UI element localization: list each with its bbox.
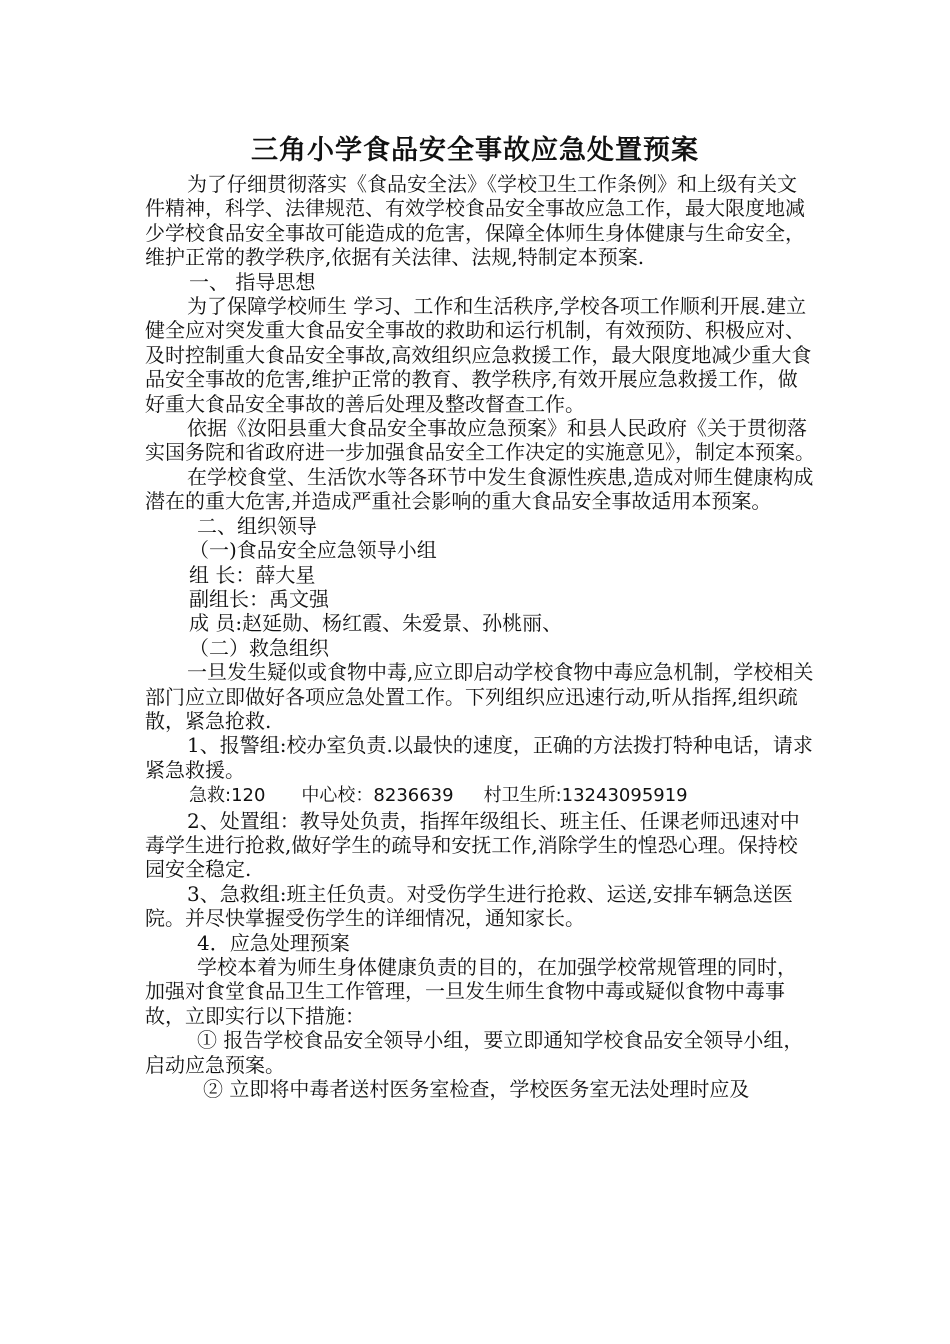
members-line: 成 员:赵延勋、杨红霞、朱爱景、孙桃丽、 [189,611,563,636]
section1-paragraph-3: 在学校食堂、生活饮水等各环节中发生食源性疾患,造成对师生健康构成潜在的重大危害,并造成严重社会影响的重大食品安全事故适用本预案。 [145,464,814,514]
measure-2: ② 立即将中毒者送村医务室检查，学校医务室无法处理时应及 [203,1077,750,1102]
leader-line: 组 长：薛大星 [189,562,316,587]
item4-paragraph: 学校本着为师生身体健康负责的目的，在加强学校常规管理的同时，加强对食堂食品卫生工作管理，一旦发生师生食物中毒或疑似食物中毒事故，立即实行以下措施： [145,955,797,1028]
section1-paragraph-2: 依据《汝阳县重大食品安全事故应急预案》和县人民政府《关于贯彻落实国务院和省政府进一步加强食品安全工作决定的实施意见》，制定本预案。 [145,416,815,465]
handling-group-item: 2、处置组：教导处负责，指挥年级组长、班主任、任课老师迅速对中毒学生进行抢救,做好学生的疏导和安抚工作,消除学生的惶恐心理。保持校园安全稳定. [145,808,800,882]
subsection2-paragraph: 一旦发生疑似或食物中毒,应立即启动学校食物中毒应急机制，学校相关部门应立即做好各项应急处置工作。下列组织应迅速行动,听从指挥,组织疏散，紧急抢救. [145,660,814,733]
first-aid-group-item: 3、急救组:班主任负责。对受伤学生进行抢救、运送,安排车辆急送医院。并尽快掌握受伤学生的详细情况，通知家长。 [145,881,793,931]
intro-paragraph: 为了仔细贯彻落实《食品安全法》《学校卫生工作条例》和上级有关文件精神，科学、法律规范、有效学校食品安全事故应急工作，最大限度地减少学校食品安全事故可能造成的危害，保障全体师生身体健康与生命安全，维护正常的教学秩序,依据有关法律、法规,特制定本预案. [145,172,805,270]
document-body [145,172,815,1101]
item4-heading: 4．应急处理预案 [197,930,350,955]
section2-heading: 二、组织领导 [197,513,317,538]
document-title: 三角小学食品安全事故应急处置预案 [251,135,699,166]
deputy-line: 副组长：禹文强 [189,586,329,611]
phone-emergency: 急救:120 [189,785,266,807]
section1-heading: 一、 指导思想 [189,269,316,294]
section1-paragraph-1: 为了保障学校师生 学习、工作和生活秩序,学校各项工作顺利开展.建立健全应对突发重大食品安全事故的救助和运行机制，有效预防、积极应对、及时控制重大食品安全事故,高效组织应急救援工作，最大限度地减少重大食品安全事故的危害,维护正常的教育、教学秩序,有效开展应急救援工作，做好重大食品安全事故的善后处理及整改督查工作。 [145,294,812,416]
alarm-group-item: 1、报警组:校办室负责.以最快的速度，正确的方法拨打特种电话，请求紧急救援。 [145,733,813,782]
phone-numbers-line [145,782,815,808]
phone-center-school: 中心校：8236639 [301,785,454,807]
measure-1: ① 报告学校食品安全领导小组，要立即通知学校食品安全领导小组，启动应急预案。 [145,1028,804,1077]
subsection2-heading: （二）救急组织 [189,635,329,660]
subsection1-heading: （一)食品安全应急领导小组 [189,538,437,563]
phone-village-clinic: 村卫生所:13243095919 [483,785,688,807]
